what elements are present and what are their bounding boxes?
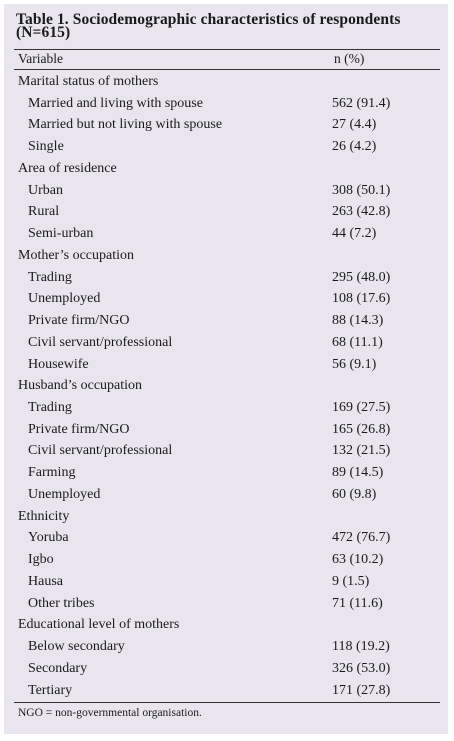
section-header-row [18,245,438,267]
row-value: 68 (11.1) [332,334,383,350]
row-value: 27 (4.4) [332,117,377,133]
row-value: 88 (14.3) [332,313,384,329]
row-value: 308 (50.1) [332,182,391,198]
section-header-row [18,375,438,397]
row-value: 263 (42.8) [332,204,391,220]
section-label: Ethnicity [18,508,70,524]
table-title-line2: (N=615) [16,24,71,41]
row-value: 89 (14.5) [332,465,384,481]
table-row [18,419,438,441]
table-row [18,180,438,202]
row-value: 165 (26.8) [332,421,391,437]
row-value: 118 (19.2) [332,639,390,655]
column-header-variable: Variable [18,51,63,66]
row-label: Farming [28,465,76,481]
row-label: Unemployed [28,291,101,307]
row-value: 562 (91.4) [332,95,391,111]
row-label: Private firm/NGO [28,313,130,329]
row-label: Married but not living with spouse [28,117,223,133]
table-row [18,288,438,310]
row-label: Igbo [28,552,54,568]
section-header-row [18,158,438,180]
table-row [18,440,438,462]
section-header-row [18,506,438,528]
row-label: Trading [28,400,72,416]
row-label: Secondary [28,660,88,676]
row-label: Tertiary [28,682,73,698]
section-label: Marital status of mothers [18,74,159,89]
section-header-row [18,614,438,636]
table-row [18,658,438,680]
row-label: Trading [28,269,72,285]
table-row [18,593,438,615]
table-row [18,680,438,702]
row-value: 71 (11.6) [332,595,383,611]
row-value: 56 (9.1) [332,356,377,372]
row-label: Other tribes [28,595,95,611]
row-value: 472 (76.7) [332,530,391,546]
row-value: 169 (27.5) [332,400,391,416]
row-label: Civil servant/professional [28,334,173,350]
row-label: Married and living with spouse [28,95,203,111]
table-row [18,571,438,593]
row-value: 326 (53.0) [332,660,391,676]
row-label: Hausa [28,573,63,589]
table-row [18,354,438,376]
row-label: Urban [28,182,63,198]
section-label: Mother’s occupation [18,247,134,263]
table-row [18,549,438,571]
column-header-n-percent: n (%) [334,51,365,66]
row-value: 63 (10.2) [332,552,384,568]
table-row [18,484,438,506]
table-row [18,397,438,419]
row-value: 44 (7.2) [332,226,377,242]
section-label: Area of residence [18,160,117,176]
row-value: 295 (48.0) [332,269,391,285]
row-label: Below secondary [28,639,125,655]
table-row [18,136,438,158]
row-label: Semi-urban [28,226,94,242]
header-bottom-rule [14,69,440,70]
row-value: 9 (1.5) [332,573,370,589]
row-value: 108 (17.6) [332,291,391,307]
table-row [18,267,438,289]
row-value: 60 (9.8) [332,486,377,502]
row-label: Civil servant/professional [28,443,173,459]
row-label: Rural [28,204,60,220]
table-bottom-rule [14,702,440,703]
row-label: Private firm/NGO [28,421,130,437]
section-label: Educational level of mothers [18,617,180,633]
table-row [18,114,438,136]
row-label: Unemployed [28,486,101,502]
row-value: 171 (27.8) [332,682,391,698]
table-footnote: NGO = non-governmental organisation. [18,707,202,719]
section-header-row [18,71,438,93]
section-label: Husband’s occupation [18,378,143,394]
table-title-line1: Table 1. Sociodemographic characteristics of respondents [16,11,401,28]
table-row [18,201,438,223]
row-value: 132 (21.5) [332,443,391,459]
table-panel [4,4,448,734]
table-row [18,332,438,354]
row-label: Yoruba [28,530,69,546]
table-row [18,310,438,332]
table-header [18,50,438,68]
row-label: Housewife [28,356,89,372]
table-title [16,13,436,39]
table-row [18,223,438,245]
table-row [18,636,438,658]
row-label: Single [28,139,64,155]
table-row [18,462,438,484]
table-row [18,527,438,549]
table-body [18,71,438,701]
row-value: 26 (4.2) [332,139,377,155]
table-row [18,93,438,115]
